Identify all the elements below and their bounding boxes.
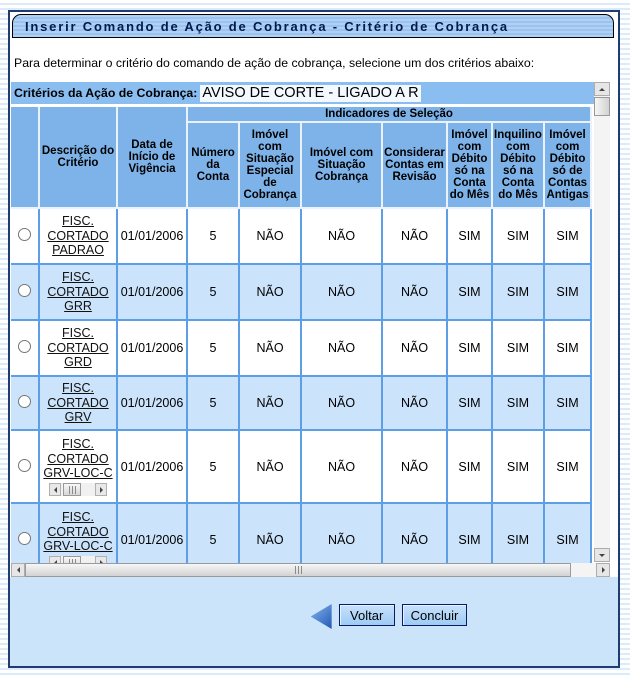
scroll-left-button[interactable] bbox=[11, 563, 25, 577]
criteria-radio[interactable] bbox=[18, 395, 31, 408]
table-cell: 5 bbox=[188, 265, 240, 321]
dialog-frame bbox=[8, 10, 620, 668]
row-select-cell bbox=[11, 265, 40, 321]
page-title: Inserir Comando de Ação de Cobrança - Critério de Cobrança bbox=[25, 18, 509, 34]
column-header-contas-revisao: Considerar Contas em Revisão bbox=[383, 123, 448, 209]
table-cell: NÃO bbox=[240, 504, 302, 563]
table-cell: NÃO bbox=[383, 321, 448, 377]
right-arrow-icon bbox=[100, 487, 103, 493]
table-cell: 01/01/2006 bbox=[118, 431, 188, 504]
cell-scroll-track[interactable] bbox=[61, 556, 95, 563]
column-header-descricao: Descrição do Critério bbox=[40, 107, 118, 209]
descricao-cell bbox=[40, 321, 118, 377]
criteria-link[interactable]: FISC. CORTADO GRV-LOC-C bbox=[43, 509, 113, 554]
horizontal-scrollbar[interactable] bbox=[11, 563, 610, 577]
table-cell: NÃO bbox=[302, 504, 383, 563]
table-cell: 5 bbox=[188, 504, 240, 563]
table-cell: SIM bbox=[545, 504, 592, 563]
column-header-numero-conta: Número da Conta bbox=[188, 123, 240, 209]
table-cell: 01/01/2006 bbox=[118, 209, 188, 265]
table-cell: NÃO bbox=[302, 377, 383, 431]
criteria-table bbox=[11, 107, 592, 563]
table-cell: SIM bbox=[493, 431, 545, 504]
table-cell: SIM bbox=[448, 377, 493, 431]
table-cell: SIM bbox=[493, 377, 545, 431]
table-cell: SIM bbox=[448, 431, 493, 504]
table-cell: SIM bbox=[493, 504, 545, 563]
table-cell: SIM bbox=[448, 209, 493, 265]
table-cell: NÃO bbox=[302, 209, 383, 265]
descricao-cell bbox=[40, 377, 118, 431]
scroll-up-button[interactable] bbox=[594, 82, 610, 96]
criteria-bar-value: AVISO DE CORTE - LIGADO A R bbox=[202, 84, 419, 101]
column-group-header-indicadores: Indicadores de Seleção bbox=[188, 107, 592, 123]
table-cell: NÃO bbox=[383, 431, 448, 504]
criteria-radio[interactable] bbox=[18, 532, 31, 545]
column-header-inquilino-debito-mes: Inquilino com Débito só na Conta do Mês bbox=[493, 123, 545, 209]
scroll-right-button[interactable] bbox=[596, 563, 610, 577]
vertical-scroll-thumb[interactable] bbox=[594, 97, 610, 116]
column-header-debito-contas-antigas: Imóvel com Débito só de Contas Antigas bbox=[545, 123, 592, 209]
thumb-grip-icon bbox=[69, 486, 76, 494]
thumb-grip-icon bbox=[295, 566, 302, 574]
table-cell: NÃO bbox=[240, 377, 302, 431]
table-cell: NÃO bbox=[383, 209, 448, 265]
cell-horizontal-scrollbar[interactable] bbox=[49, 483, 107, 496]
row-select-cell bbox=[11, 504, 40, 563]
criteria-bar-label: Critérios da Ação de Cobrança: bbox=[14, 86, 198, 100]
table-cell: SIM bbox=[545, 209, 592, 265]
criteria-scroll-area bbox=[11, 82, 594, 563]
cell-scroll-right-button[interactable] bbox=[95, 556, 107, 563]
criteria-link[interactable]: FISC. CORTADO GRV-LOC-C bbox=[43, 436, 113, 481]
footer-bar bbox=[10, 577, 618, 666]
right-arrow-icon bbox=[602, 567, 605, 573]
back-arrow-icon[interactable] bbox=[311, 604, 332, 629]
table-cell: NÃO bbox=[302, 321, 383, 377]
criteria-radio[interactable] bbox=[18, 340, 31, 353]
criteria-link[interactable]: FISC. CORTADO PADRAO bbox=[47, 213, 109, 258]
table-cell: SIM bbox=[448, 504, 493, 563]
table-cell: NÃO bbox=[383, 504, 448, 563]
left-arrow-icon bbox=[54, 487, 57, 493]
table-cell: SIM bbox=[493, 209, 545, 265]
table-cell: SIM bbox=[545, 321, 592, 377]
vertical-scrollbar[interactable] bbox=[594, 82, 610, 562]
table-cell: 5 bbox=[188, 321, 240, 377]
criteria-link[interactable]: FISC. CORTADO GRR bbox=[47, 269, 109, 314]
cell-horizontal-scrollbar[interactable] bbox=[49, 556, 107, 563]
descricao-cell bbox=[40, 265, 118, 321]
criteria-link[interactable]: FISC. CORTADO GRV bbox=[47, 380, 109, 425]
row-select-cell bbox=[11, 209, 40, 265]
table-cell: 01/01/2006 bbox=[118, 321, 188, 377]
table-cell: SIM bbox=[493, 265, 545, 321]
table-cell: SIM bbox=[545, 377, 592, 431]
table-cell: NÃO bbox=[383, 377, 448, 431]
column-header-situacao-especial: Imóvel com Situação Especial de Cobrança bbox=[240, 123, 302, 209]
table-cell: NÃO bbox=[240, 265, 302, 321]
voltar-button[interactable]: Voltar bbox=[339, 604, 395, 626]
column-header-imovel-debito-mes: Imóvel com Débito só na Conta do Mês bbox=[448, 123, 493, 209]
table-cell: NÃO bbox=[240, 321, 302, 377]
horizontal-scroll-thumb[interactable] bbox=[25, 563, 571, 577]
criteria-radio[interactable] bbox=[18, 284, 31, 297]
table-row bbox=[11, 265, 592, 321]
table-cell: NÃO bbox=[383, 265, 448, 321]
cell-scroll-track[interactable] bbox=[61, 483, 95, 496]
criteria-bar bbox=[11, 82, 594, 104]
row-select-cell bbox=[11, 321, 40, 377]
column-header-data-inicio: Data de Início de Vigência bbox=[118, 107, 188, 209]
table-cell: 5 bbox=[188, 431, 240, 504]
cell-scroll-left-button[interactable] bbox=[49, 483, 61, 496]
table-cell: 01/01/2006 bbox=[118, 504, 188, 563]
cell-scroll-thumb[interactable] bbox=[63, 556, 81, 563]
up-arrow-icon bbox=[599, 88, 605, 91]
table-cell: SIM bbox=[545, 431, 592, 504]
table-row bbox=[11, 377, 592, 431]
cell-scroll-right-button[interactable] bbox=[95, 483, 107, 496]
table-cell: 5 bbox=[188, 377, 240, 431]
table-cell: SIM bbox=[493, 321, 545, 377]
table-cell: 5 bbox=[188, 209, 240, 265]
table-cell: NÃO bbox=[302, 265, 383, 321]
criteria-radio[interactable] bbox=[18, 228, 31, 241]
table-cell: 01/01/2006 bbox=[118, 265, 188, 321]
horizontal-scroll-track[interactable] bbox=[25, 563, 596, 577]
table-cell: NÃO bbox=[240, 209, 302, 265]
cell-scroll-thumb[interactable] bbox=[63, 483, 81, 496]
table-row bbox=[11, 431, 592, 504]
descricao-cell bbox=[40, 209, 118, 265]
table-cell: NÃO bbox=[240, 431, 302, 504]
row-select-cell bbox=[11, 377, 40, 431]
down-arrow-icon bbox=[599, 554, 605, 557]
dialog-titlebar bbox=[12, 14, 614, 38]
table-cell: SIM bbox=[448, 265, 493, 321]
table-cell: 01/01/2006 bbox=[118, 377, 188, 431]
left-arrow-icon bbox=[17, 567, 20, 573]
table-row bbox=[11, 504, 592, 563]
vertical-scroll-track[interactable] bbox=[594, 116, 610, 548]
descricao-cell bbox=[40, 504, 118, 563]
intro-text: Para determinar o critério do comando de ação de cobrança, selecione um dos critérios abaixo: bbox=[14, 56, 535, 70]
descricao-cell bbox=[40, 431, 118, 504]
table-cell: SIM bbox=[545, 265, 592, 321]
radio-column-header bbox=[11, 107, 40, 209]
table-cell: NÃO bbox=[302, 431, 383, 504]
table-cell: SIM bbox=[448, 321, 493, 377]
criteria-link[interactable]: FISC. CORTADO GRD bbox=[47, 325, 109, 370]
column-header-situacao-cobranca: Imóvel com Situação Cobrança bbox=[302, 123, 383, 209]
table-row bbox=[11, 209, 592, 265]
scroll-down-button[interactable] bbox=[594, 548, 610, 562]
criteria-radio[interactable] bbox=[18, 459, 31, 472]
row-select-cell bbox=[11, 431, 40, 504]
table-row bbox=[11, 321, 592, 377]
cell-scroll-left-button[interactable] bbox=[49, 556, 61, 563]
concluir-button[interactable]: Concluir bbox=[402, 604, 468, 626]
